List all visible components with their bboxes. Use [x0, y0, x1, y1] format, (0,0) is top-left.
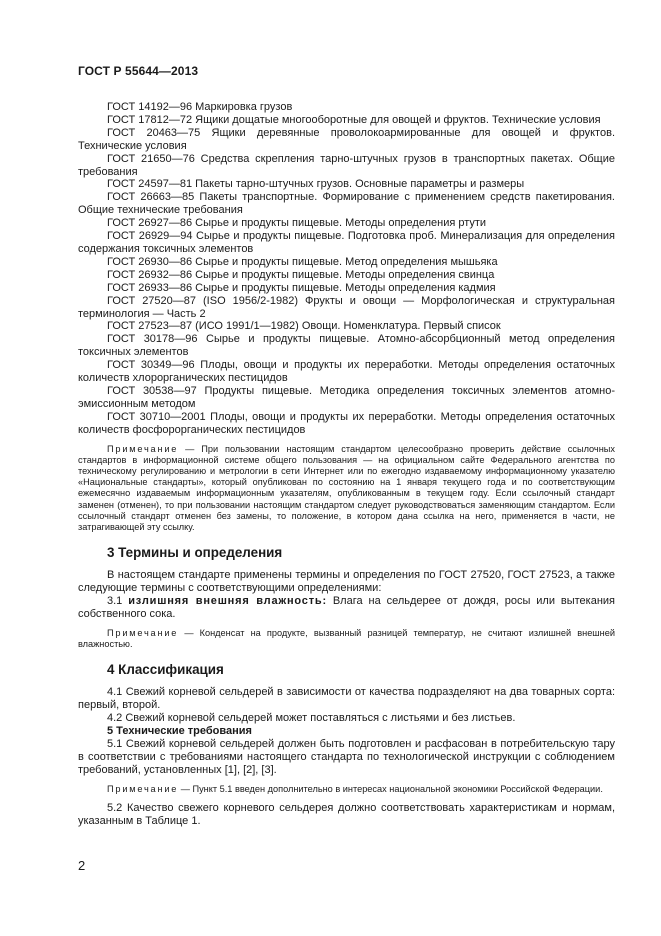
reference-item: ГОСТ 26932—86 Сырье и продукты пищевые. Методы определения свинца [107, 268, 495, 281]
reference-item: ГОСТ 14192—96 Маркировка грузов [107, 101, 293, 113]
reference-item: ГОСТ 20463—75 Ящики деревянные проволокоармированные для овощей и фруктов. Технические условия [78, 126, 615, 152]
paragraph-5-2: 5.2 Качество свежего корневого сельдерея должно соответствовать характеристикам и нормам, указанным в Таблице 1. [78, 801, 615, 827]
term-definition [78, 595, 615, 621]
note-section-5 [78, 784, 615, 795]
reference-item: ГОСТ 26663—85 Пакеты транспортные. Формирование с применением средств пакетирования. Общие технические требования [78, 191, 615, 217]
note-text: — Пункт 5.1 введен дополнительно в интересах национальной экономики Российской Федерации. [180, 783, 603, 794]
reference-item: ГОСТ 26927—86 Сырье и продукты пищевые. Методы определения ртути [107, 217, 487, 230]
reference-item: ГОСТ 30349—96 Плоды, овощи и продукты их переработки. Методы определения остаточных количеств хлорорганических пестицидов [78, 359, 615, 385]
note-references [78, 444, 615, 534]
reference-item: ГОСТ 30710—2001 Плоды, овощи и продукты их переработки. Методы определения остаточных количеств фосфорорганических пестицидов [78, 410, 615, 436]
section-4-title: 4 Классификация [107, 662, 224, 678]
page-number: 2 [78, 858, 86, 873]
term-text: Влага на сельдерее от дождя, росы или вытекания собственного сока. [78, 595, 615, 620]
paragraph-4-1: 4.1 Свежий корневой сельдерей в зависимости от качества подразделяют на два товарных сорта: первый, второй. [78, 686, 615, 712]
paragraph-4-2: 4.2 Свежий корневой сельдерей может поставляться с листьями и без листьев. [107, 712, 516, 725]
note-label: Примечание [107, 443, 179, 454]
reference-item: ГОСТ 27520—87 (ISO 1956/2-1982) Фрукты и овощи — Морфологическая и структуральная терминология — Часть 2 [78, 294, 615, 320]
section-3-intro: В настоящем стандарте применены термины и определения по ГОСТ 27520, ГОСТ 27523, а также следующие термины с соответствующими определениями: [78, 569, 615, 595]
page-content [78, 101, 615, 828]
reference-item: ГОСТ 26929—94 Сырье и продукты пищевые. Подготовка проб. Минерализация для определения содержания токсичных элементов [78, 230, 615, 255]
note-section-3 [78, 628, 615, 650]
section-3-title: 3 Термины и определения [107, 545, 283, 561]
note-label: Примечание [107, 783, 179, 794]
note-text: — При пользовании настоящим стандартом целесообразно проверить действие ссылочных стандартов в информационной системе общего пользования — на официальном сайте Федерального агентства по техническому регулированию и метрологии в сети Интернет или по ежегодно издаваемому информационному указателю «Национальные стандарты», который опубликован по состоянию на 1 января текущего года и по соответствующим ежемесячно издаваемым информационным указателям, опубликованным в текущем году. Если ссылочный стандарт заменен (отменен), то при пользовании настоящим стандартом следует руководствоваться заменяющим стандартом. Если ссылочный стандарт отменен без замены, то положение, в котором дана ссылка на него, применяется в части, не затрагивающей эту ссылку. [78, 443, 615, 532]
reference-item: ГОСТ 26933—86 Сырье и продукты пищевые. Методы определения кадмия [107, 281, 496, 294]
reference-item: ГОСТ 21650—76 Средства скрепления тарно-штучных грузов в транспортных пакетах. Общие требования [78, 152, 615, 178]
note-text: — Конденсат на продукте, вызванный разницей температур, не считают излишней внешней влажностью. [78, 627, 615, 650]
reference-item: ГОСТ 30538—97 Продукты пищевые. Методика определения токсичных элементов атомно-эмиссионным методом [78, 384, 615, 410]
section-5-title: 5 Технические требования [107, 724, 252, 737]
term-number: 3.1 [107, 595, 123, 607]
paragraph-5-1: 5.1 Свежий корневой сельдерей должен быть подготовлен и расфасован в потребительскую тару в соответствии с требованиями настоящего стандарта по технологической инструкции с соблюдением требований, установленных [1], [2], [3]. [78, 737, 615, 776]
reference-item: ГОСТ 27523—87 (ИСО 1991/1—1982) Овощи. Номенклатура. Первый список [107, 320, 501, 333]
normative-references-list [78, 101, 615, 437]
term-name: излишняя внешняя влажность: [128, 595, 327, 607]
reference-item: ГОСТ 26930—86 Сырье и продукты пищевые. Метод определения мышьяка [107, 255, 498, 268]
reference-item: ГОСТ 17812—72 Ящики дощатые многооборотные для овощей и фруктов. Технические условия [107, 113, 601, 126]
note-label: Примечание [107, 627, 179, 638]
reference-item: ГОСТ 30178—96 Сырье и продукты пищевые. Атомно-абсорбционный метод определения токсичных элементов [78, 333, 615, 359]
reference-item: ГОСТ 24597—81 Пакеты тарно-штучных грузов. Основные параметры и размеры [107, 178, 525, 191]
document-header: ГОСТ Р 55644—2013 [78, 64, 199, 78]
